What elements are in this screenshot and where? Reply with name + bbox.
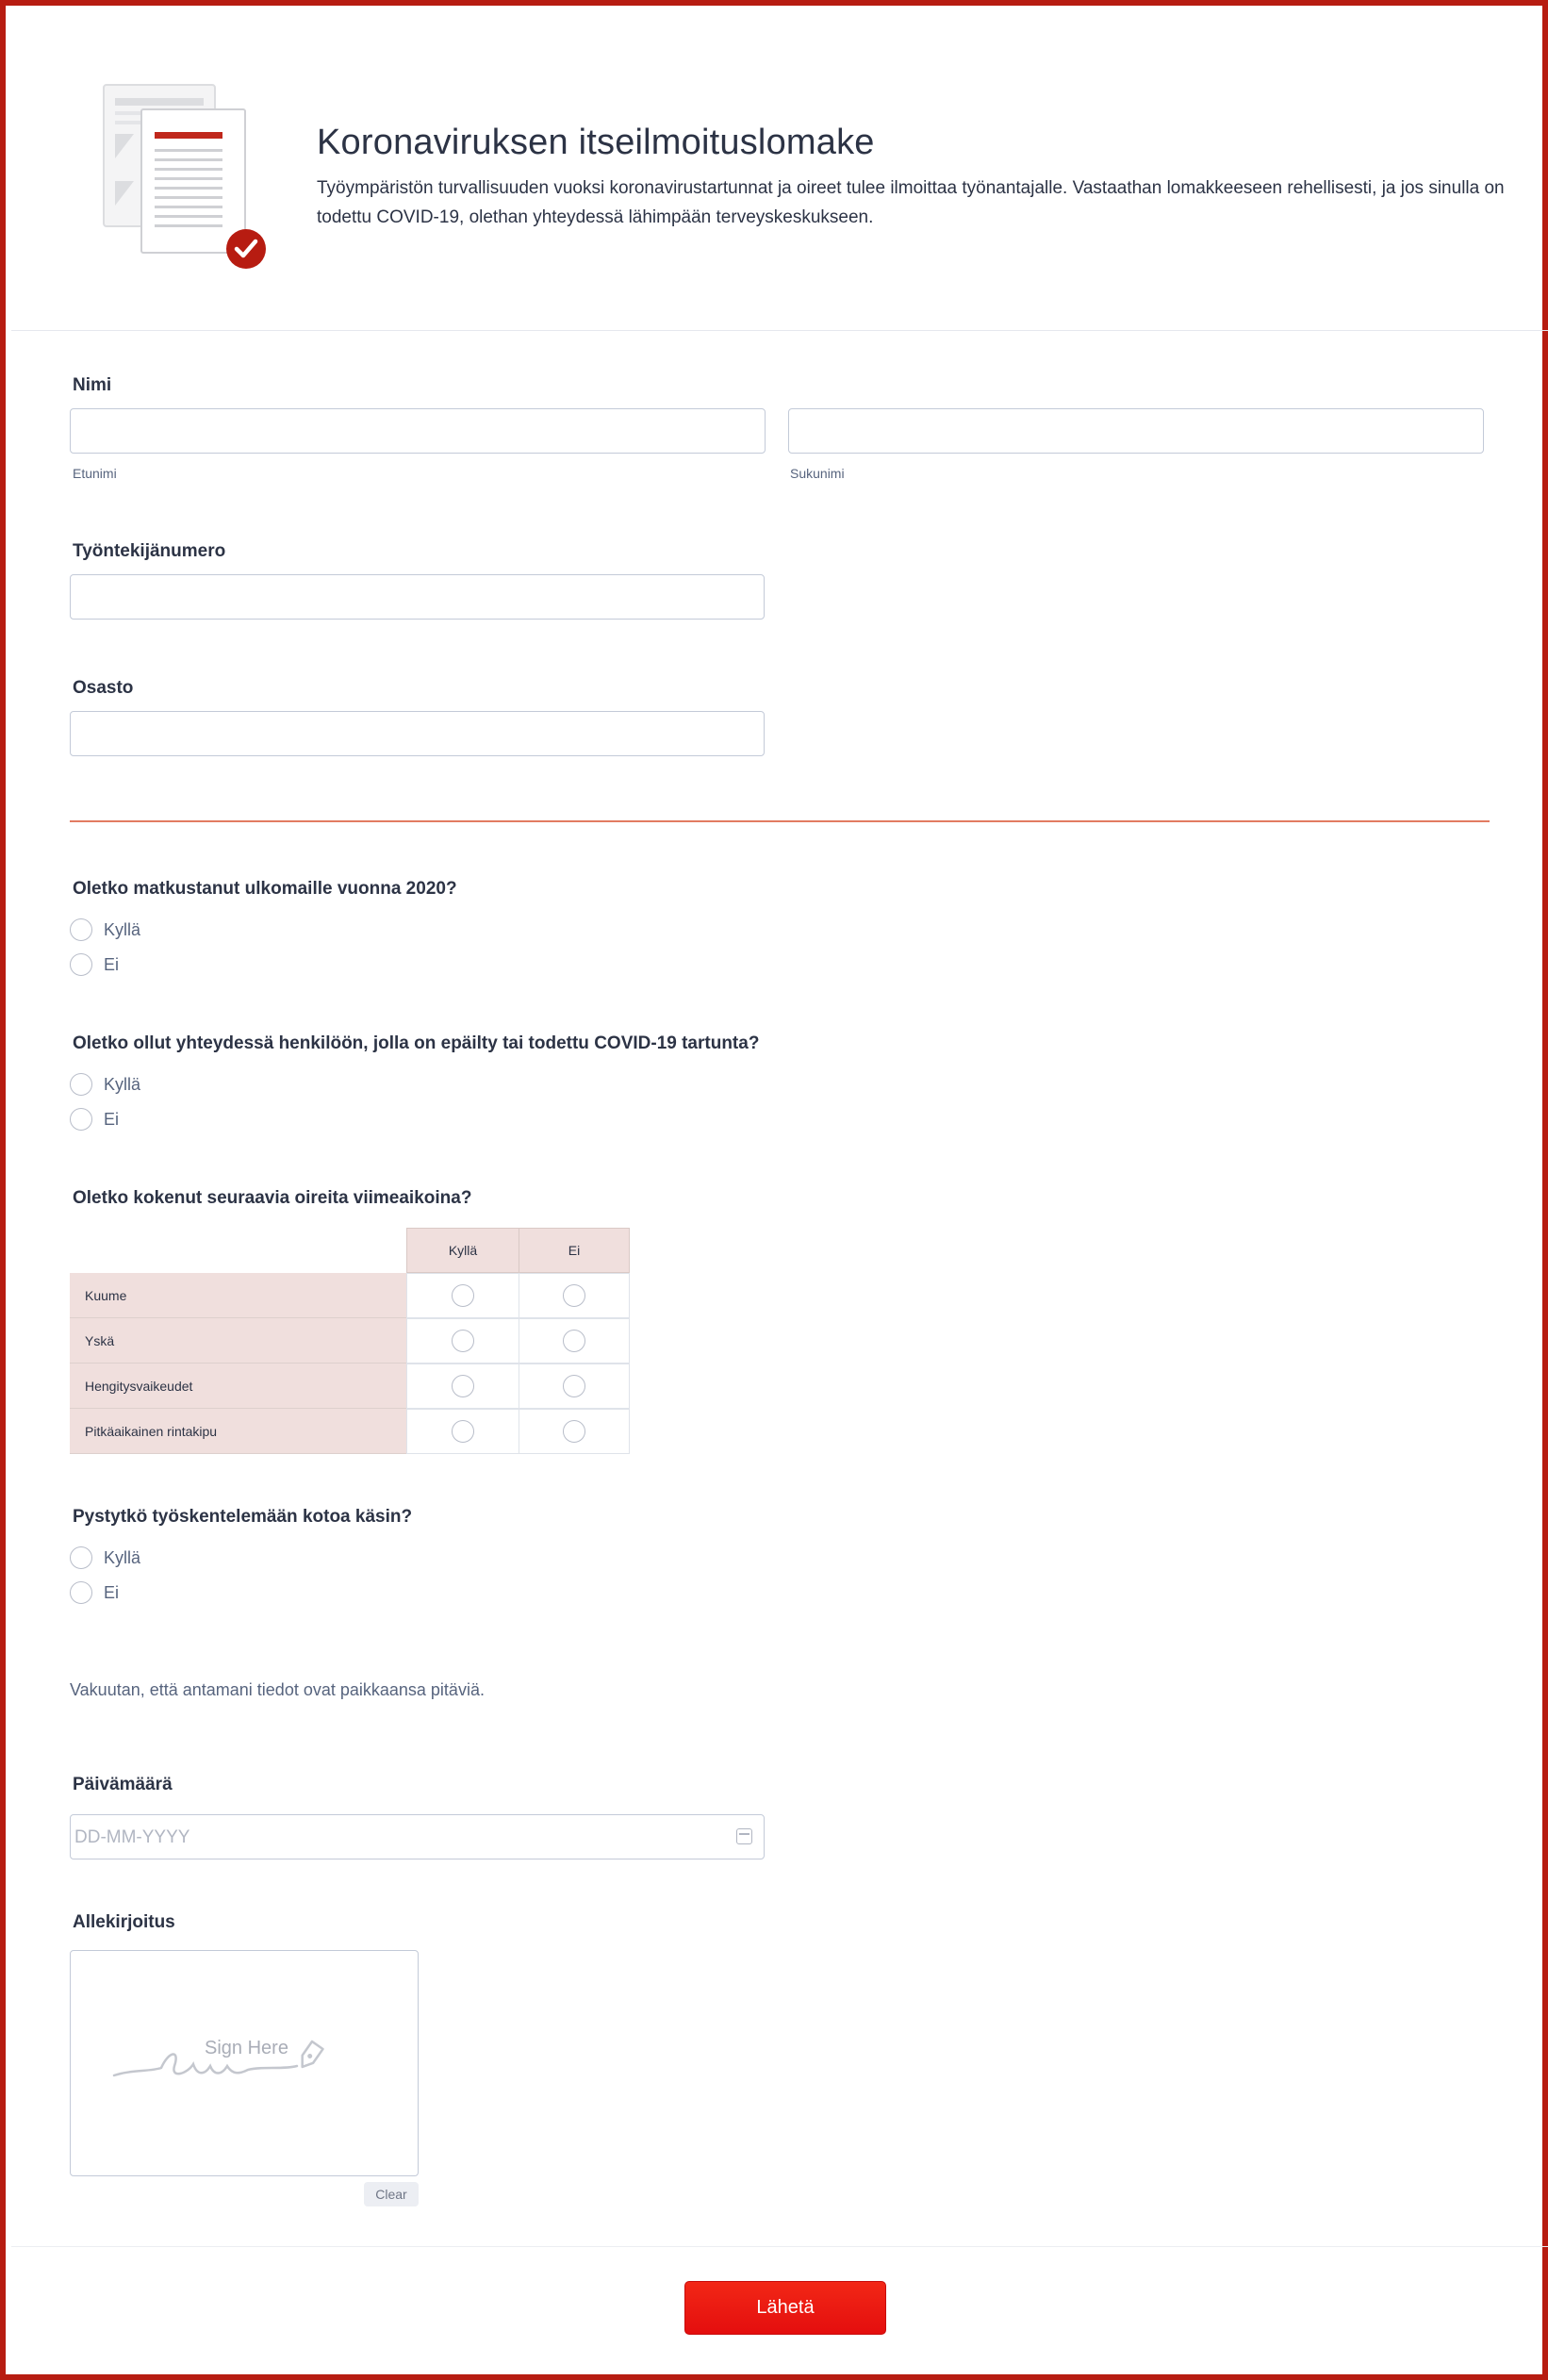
radio-label: Kyllä <box>104 1547 141 1567</box>
matrix-radio[interactable] <box>452 1375 474 1397</box>
first-name-sublabel: Etunimi <box>73 466 117 481</box>
radio-label: Ei <box>104 1109 120 1129</box>
submit-button[interactable]: Lähetä <box>684 2281 886 2335</box>
matrix-radio[interactable] <box>452 1420 474 1443</box>
matrix-row-label: Hengitysvaikeudet <box>70 1364 406 1409</box>
footer-divider <box>11 2246 1548 2247</box>
matrix-row-label: Kuume <box>70 1273 406 1318</box>
matrix-radio[interactable] <box>563 1375 585 1397</box>
section-divider <box>70 820 1490 822</box>
radio-button[interactable] <box>70 918 92 941</box>
department-label: Osasto <box>73 678 134 698</box>
matrix-radio[interactable] <box>563 1420 585 1443</box>
department-input[interactable] <box>70 711 765 756</box>
radio-button[interactable] <box>70 1546 92 1569</box>
last-name-sublabel: Sukunimi <box>790 466 845 481</box>
matrix-cell[interactable] <box>406 1409 519 1454</box>
matrix-cell[interactable] <box>519 1409 630 1454</box>
form-header <box>11 11 1548 331</box>
matrix-column-header: Kyllä <box>406 1228 519 1273</box>
radio-button[interactable] <box>70 1073 92 1096</box>
clear-signature-button[interactable]: Clear <box>364 2182 419 2206</box>
remote-question-label: Pystytkö työskentelemään kotoa käsin? <box>73 1507 413 1527</box>
contact-option-no[interactable] <box>70 1106 119 1132</box>
radio-button[interactable] <box>70 953 92 976</box>
employee-number-input[interactable] <box>70 574 765 620</box>
pen-icon <box>112 2032 376 2089</box>
form-title: Koronaviruksen itseilmoituslomake <box>317 123 875 162</box>
matrix-radio[interactable] <box>563 1284 585 1307</box>
document-check-icon <box>102 77 281 275</box>
declaration-text: Vakuutan, että antamani tiedot ovat paikkaansa pitäviä. <box>70 1680 485 1699</box>
matrix-radio[interactable] <box>452 1330 474 1352</box>
matrix-cell[interactable] <box>406 1273 519 1318</box>
signature-pad[interactable] <box>70 1950 419 2176</box>
radio-button[interactable] <box>70 1581 92 1604</box>
matrix-cell[interactable] <box>406 1318 519 1364</box>
name-label: Nimi <box>73 375 112 395</box>
last-name-input[interactable] <box>788 408 1484 454</box>
radio-label: Kyllä <box>104 1074 141 1094</box>
matrix-row-label: Yskä <box>70 1318 406 1364</box>
radio-label: Ei <box>104 1582 120 1602</box>
first-name-input[interactable] <box>70 408 766 454</box>
matrix-column-header: Ei <box>519 1228 630 1273</box>
travel-question-label: Oletko matkustanut ulkomaille vuonna 2020? <box>73 879 457 899</box>
matrix-cell[interactable] <box>519 1273 630 1318</box>
matrix-cell[interactable] <box>519 1364 630 1409</box>
travel-option-yes[interactable] <box>70 917 140 943</box>
radio-label: Kyllä <box>104 919 141 939</box>
matrix-cell[interactable] <box>406 1364 519 1409</box>
radio-label: Ei <box>104 954 120 974</box>
remote-option-no[interactable] <box>70 1579 119 1606</box>
radio-button[interactable] <box>70 1108 92 1131</box>
employee-number-label: Työntekijänumero <box>73 541 226 561</box>
form-description: Työympäristön turvallisuuden vuoksi koronavirustartunnat ja oireet tulee ilmoittaa työnantajalle. Vastaathan lomakkeeseen rehellisesti, ja jos sinulla on todettu COVID-19, olethan yhteydessä lähimpään terveyskeskukseen. <box>317 178 1505 227</box>
matrix-radio[interactable] <box>563 1330 585 1352</box>
calendar-icon[interactable] <box>736 1828 752 1844</box>
symptoms-question-label: Oletko kokenut seuraavia oireita viimeaikoina? <box>73 1188 472 1208</box>
matrix-radio[interactable] <box>452 1284 474 1307</box>
travel-option-no[interactable] <box>70 951 119 978</box>
contact-option-yes[interactable] <box>70 1071 140 1098</box>
date-placeholder: DD-MM-YYYY <box>74 1827 190 1847</box>
signature-hint: Sign Here <box>205 2038 288 2058</box>
date-input[interactable] <box>70 1814 765 1859</box>
contact-question-label: Oletko ollut yhteydessä henkilöön, jolla on epäilty tai todettu COVID-19 tartunta? <box>73 1033 760 1053</box>
matrix-cell[interactable] <box>519 1318 630 1364</box>
date-label: Päivämäärä <box>73 1775 173 1794</box>
remote-option-yes[interactable] <box>70 1545 140 1571</box>
matrix-row-label: Pitkäaikainen rintakipu <box>70 1409 406 1454</box>
signature-label: Allekirjoitus <box>73 1912 175 1932</box>
